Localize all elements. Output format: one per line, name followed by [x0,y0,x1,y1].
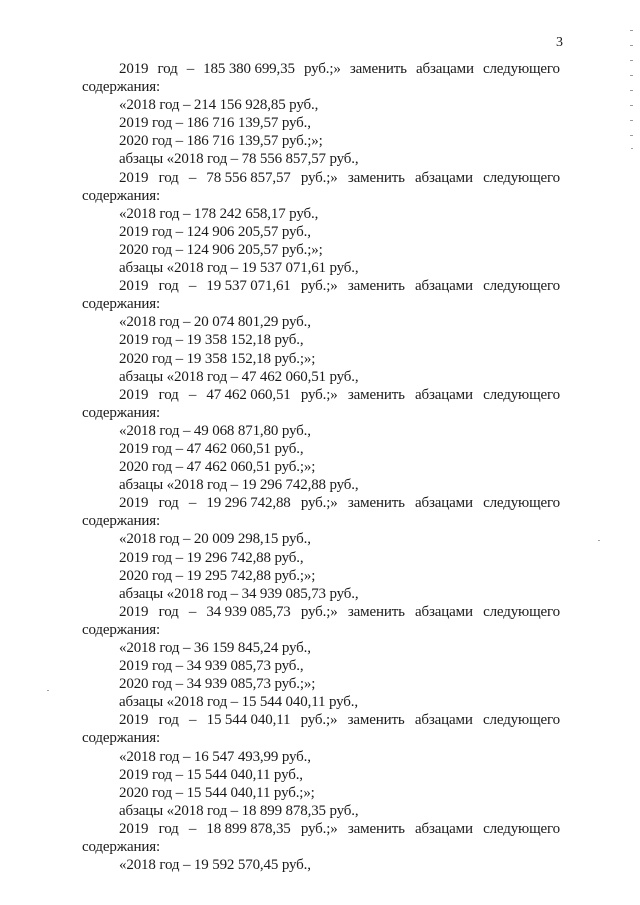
abzac-line: абзацы «2018 год – 19 537 071,61 руб., [119,260,359,277]
content-label: содержания: [82,730,161,747]
abzac-line: абзацы «2018 год – 18 899 878,35 руб., [119,802,359,819]
new-value-line: «2018 год – 16 547 493,99 руб., [119,748,311,765]
scan-margin-marks [628,30,636,160]
new-value-line: 2019 год – 19 296 742,88 руб., [119,549,304,566]
new-value-line: 2020 год – 34 939 085,73 руб.;»; [119,676,316,693]
replace-instruction-line: 2019 год – 185 380 699,35 руб.;» заменить абзацами следующего [119,61,560,77]
content-label: содержания: [82,79,161,96]
scan-speck [598,540,600,541]
content-label: содержания: [82,404,161,421]
new-value-line: 2020 год – 124 906 205,57 руб.;»; [119,241,323,258]
replace-instruction-line: 2019 год – 19 537 071,61 руб.;» заменить абзацами следующего [119,278,560,295]
new-value-line: «2018 год – 20 009 298,15 руб., [119,531,311,548]
scan-speck [47,690,49,691]
replace-instruction-line: 2019 год – 18 899 878,35 руб.;» заменить абзацами следующего [119,820,560,837]
new-value-line: 2020 год – 47 462 060,51 руб.;»; [119,459,316,476]
content-label: содержания: [82,296,161,313]
new-value-line: «2018 год – 214 156 928,85 руб., [119,97,319,114]
new-value-line: 2019 год – 186 716 139,57 руб., [119,115,311,132]
new-value-line: «2018 год – 20 074 801,29 руб., [119,314,311,331]
replace-instruction-line: 2019 год – 78 556 857,57 руб.;» заменить абзацами следующего [119,169,560,186]
content-label: содержания: [82,621,161,638]
page-number: 3 [556,35,563,50]
replace-instruction-line: 2019 год – 15 544 040,11 руб.;» заменить абзацами следующего [119,712,560,729]
replace-instruction-line: 2019 год – 19 296 742,88 руб.;» заменить абзацами следующего [119,495,560,512]
new-value-line: 2019 год – 124 906 205,57 руб., [119,223,311,240]
new-value-line: «2018 год – 19 592 570,45 руб., [119,857,311,874]
replace-instruction-line: 2019 год – 34 939 085,73 руб.;» заменить абзацами следующего [119,603,560,620]
new-value-line: «2018 год – 178 242 658,17 руб., [119,205,319,222]
new-value-line: «2018 год – 36 159 845,24 руб., [119,640,311,656]
content-label: содержания: [82,513,161,530]
new-value-line: 2019 год – 34 939 085,73 руб., [119,658,304,675]
new-value-line: 2019 год – 47 462 060,51 руб., [119,440,304,457]
new-value-line: 2019 год – 19 358 152,18 руб., [119,332,304,349]
new-value-line: 2019 год – 15 544 040,11 руб., [119,766,303,783]
abzac-line: абзацы «2018 год – 78 556 857,57 руб., [119,151,359,168]
new-value-line: «2018 год – 49 068 871,80 руб., [119,422,311,439]
abzac-line: абзацы «2018 год – 19 296 742,88 руб., [119,477,359,494]
document-body [82,60,560,874]
new-value-line: 2020 год – 15 544 040,11 руб.;»; [119,784,315,801]
abzac-line: абзацы «2018 год – 15 544 040,11 руб., [119,694,358,711]
abzac-line: абзацы «2018 год – 34 939 085,73 руб., [119,585,359,602]
replace-instruction-line: 2019 год – 47 462 060,51 руб.;» заменить абзацами следующего [119,386,560,403]
new-value-line: 2020 год – 19 358 152,18 руб.;»; [119,350,316,367]
content-label: содержания: [82,839,161,856]
content-label: содержания: [82,187,161,204]
abzac-line: абзацы «2018 год – 47 462 060,51 руб., [119,368,359,385]
new-value-line: 2020 год – 186 716 139,57 руб.;»; [119,133,323,150]
new-value-line: 2020 год – 19 295 742,88 руб.;»; [119,567,316,584]
scan-speck [631,148,633,149]
